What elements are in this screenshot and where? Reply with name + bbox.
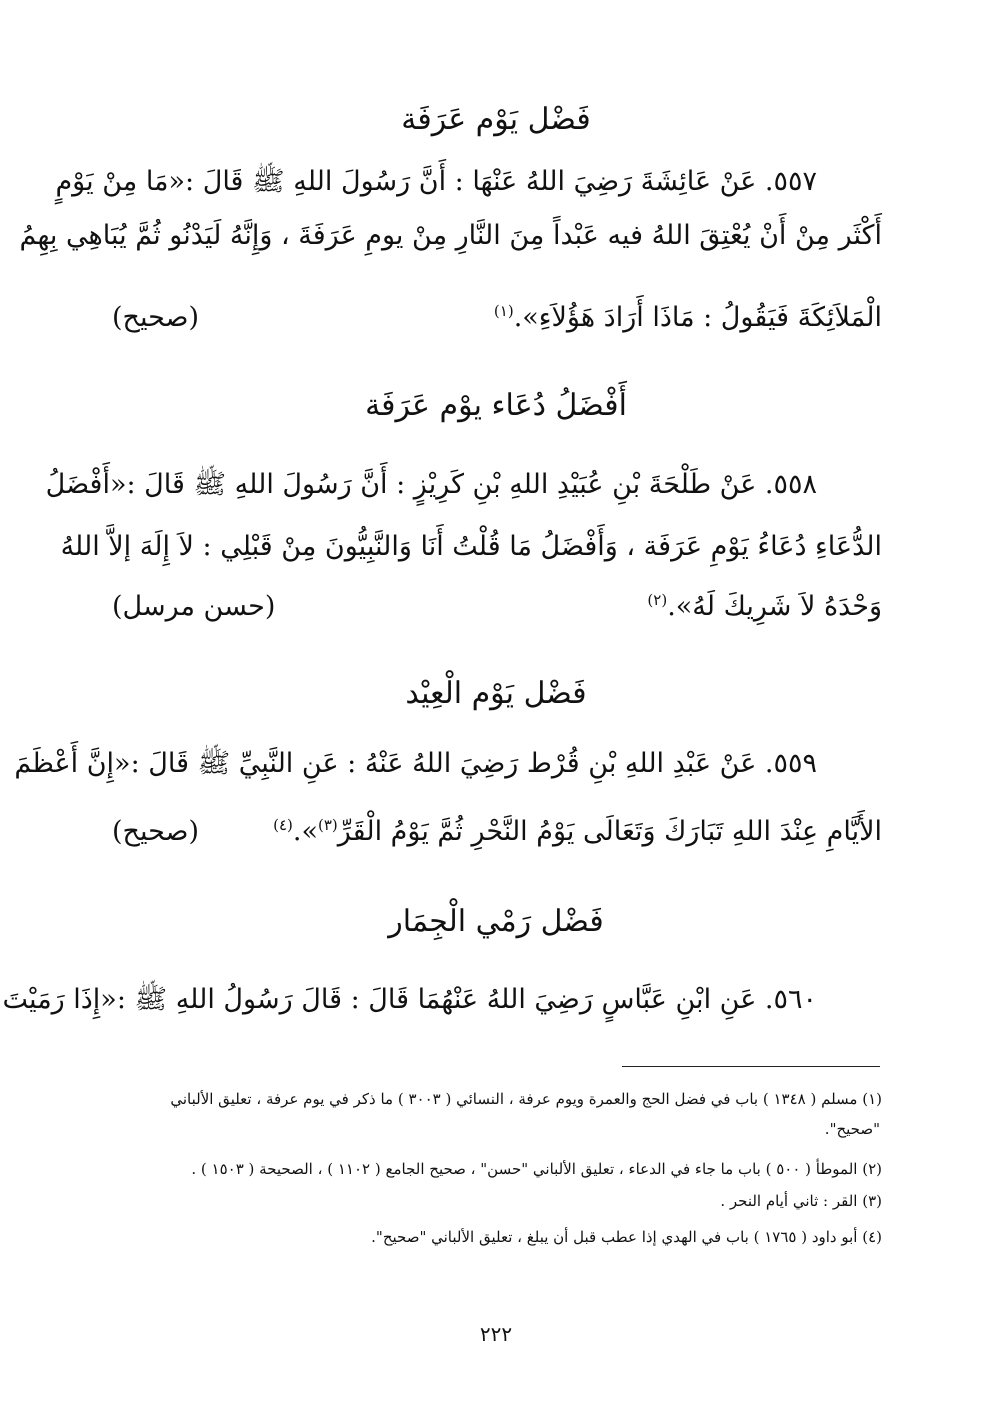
- hadith-558-line-1: ٥٥٨. عَنْ طَلْحَةَ بْنِ عُبَيْدِ اللهِ بْنِ كَرِيْزٍ : أَنَّ رَسُولَ اللهِ ﷺ قَالَ :«أَفْضَلُ: [45, 469, 817, 500]
- section-title: أَفْضَلُ دُعَاء يوْم عَرَفَة: [365, 388, 627, 423]
- hadith-560-line-1: ٥٦٠. عَنِ ابْنِ عَبَّاسٍ رَضِيَ اللهُ عَنْهُمَا قَالَ : قَالَ رَسُولُ اللهِ ﷺ :«إِذَا رَمَيْتَ: [2, 984, 817, 1015]
- hadith-558-line-3: [647, 585, 882, 629]
- footnote-ref-1[interactable]: (١): [493, 302, 514, 320]
- footnote-1: (١) مسلم ( ١٣٤٨ ) باب في فضل الحج والعمرة ويوم عرفة ، النسائي ( ٣٠٠٣ ) ما ذكر في يوم عرفة ، تعليق الألباني: [170, 1090, 882, 1108]
- section-title: فَضْل يَوْم عَرَفَة: [401, 102, 591, 137]
- page-number: ٢٢٢: [479, 1322, 513, 1346]
- hadith-559-line-2: [273, 810, 882, 854]
- hadith-557-line-1: ٥٥٧. عَنْ عَائِشَةَ رَضِيَ اللهُ عَنْهَا : أَنَّ رَسُولَ اللهِ ﷺ قَالَ :«مَا مِنْ يَوْمٍ: [55, 166, 817, 197]
- hadith-558-line-2: الدُّعَاءِ دُعَاءُ يَوْمِ عَرَفَة ، وَأَفْضَلُ مَا قُلْتُ أَنَا وَالنَّبِيُّونَ مِنْ قَبْلِي : لاَ إِلَهَ إلاَّ اللهُ: [60, 531, 882, 562]
- hadith-557-line-3: [494, 296, 882, 340]
- hadith-559-text: الأَيَّامِ عِنْدَ اللهِ تَبَارَكَ وَتَعَالَى يَوْمُ النَّحْرِ ثُمَّ يَوْمُ الْقَرِّ: [337, 816, 882, 847]
- footnote-2: (٢) الموطأ ( ٥٠٠ ) باب ما جاء في الدعاء ، تعليق الألباني "حسن" ، صحيح الجامع ( ١١٠٢ ) ، الصحيحة ( ١٥٠٣ ) .: [191, 1160, 882, 1178]
- hadith-558-text: وَحْدَهُ لاَ شَرِيكَ لَهُ».: [667, 591, 882, 622]
- hadith-grade: (صحيح): [112, 816, 199, 847]
- footnote-3: (٣) القر : ثاني أيام النحر .: [720, 1192, 882, 1210]
- section-title: فَضْل يَوْم الْعِيْد: [405, 676, 587, 711]
- hadith-557-text: الْمَلاَئِكَةَ فَيَقُولُ : مَاذَا أَرَادَ هَؤُلاَءِ».: [513, 302, 882, 333]
- footnote-ref-2[interactable]: (٢): [647, 591, 668, 609]
- footnote-separator: [622, 1066, 880, 1067]
- hadith-grade: (حسن مرسل): [112, 591, 276, 622]
- hadith-grade: (صحيح): [112, 302, 199, 333]
- footnote-ref-3[interactable]: (٣): [318, 816, 338, 834]
- footnote-1-continued: "صحيح".: [824, 1120, 880, 1138]
- footnote-4: (٤) أبو داود ( ١٧٦٥ ) باب في الهدي إذا عطب قبل أن يبلغ ، تعليق الألباني "صحيح".: [371, 1228, 882, 1246]
- hadith-559-close-quote: ».: [292, 816, 318, 847]
- footnote-ref-4[interactable]: (٤): [273, 816, 293, 834]
- section-title: فَضْل رَمْي الْجِمَار: [388, 904, 604, 939]
- hadith-557-line-2: أَكْثَر مِنْ أَنْ يُعْتِقَ اللهُ فيه عَبْداً مِنَ النَّارِ مِنْ يومِ عَرَفَةَ ، وَإِنَّهُ لَيَدْنُو ثُمَّ يُبَاهِي بِهِمُ: [19, 220, 882, 251]
- hadith-559-line-1: ٥٥٩. عَنْ عَبْدِ اللهِ بْنِ قُرْط رَضِيَ اللهُ عَنْهُ : عَنِ النَّبِيِّ ﷺ قَالَ :«إِنَّ أَعْظَمَ: [14, 748, 817, 779]
